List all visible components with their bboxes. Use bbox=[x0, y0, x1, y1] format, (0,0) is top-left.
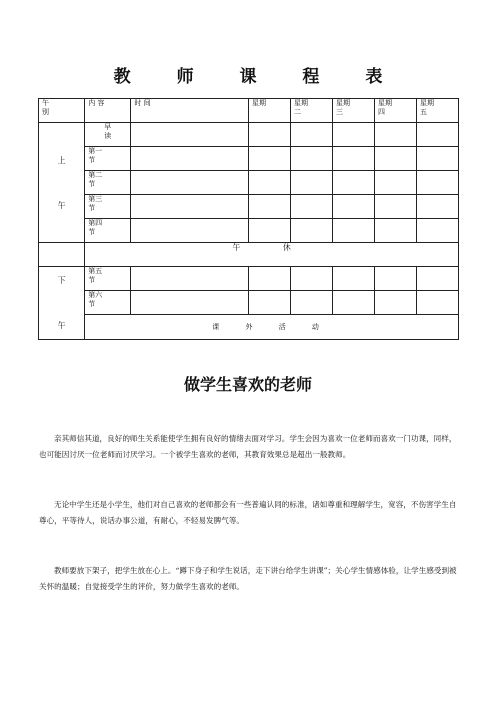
schedule-cell bbox=[248, 171, 290, 195]
header-time: 时 间 bbox=[131, 99, 249, 123]
period-sub: 节 bbox=[88, 156, 96, 164]
table-row bbox=[39, 147, 459, 171]
period-name: 第四 bbox=[88, 219, 103, 227]
essay-title: 做学生喜欢的老师 bbox=[183, 375, 312, 394]
period-sub: 节 bbox=[88, 204, 96, 212]
header-content: 内 容 bbox=[85, 99, 131, 123]
schedule-cell bbox=[332, 267, 374, 291]
schedule-cell bbox=[416, 147, 458, 171]
period-name-cell bbox=[85, 147, 131, 171]
schedule-cell bbox=[332, 147, 374, 171]
time-cell bbox=[131, 123, 249, 147]
essay-paragraph-3: 教师要放下架子，把学生放在心上。“蹲下身子和学生说话，走下讲台给学生讲课”；关心学生情感体验，让学生感受到被关怀的温暖；自觉接受学生的评价，努力做学生喜欢的老师。 bbox=[39, 566, 457, 591]
schedule-cell bbox=[332, 219, 374, 243]
table-row bbox=[39, 171, 459, 195]
schedule-cell bbox=[374, 123, 416, 147]
afternoon-label-top: 下 bbox=[57, 276, 66, 285]
period-name: 第二 bbox=[88, 171, 103, 179]
schedule-cell bbox=[248, 291, 290, 315]
noon-blank-cell bbox=[39, 243, 85, 267]
schedule-cell bbox=[332, 291, 374, 315]
time-cell bbox=[131, 147, 249, 171]
schedule-cell bbox=[374, 291, 416, 315]
header-day-2 bbox=[290, 99, 332, 123]
time-cell bbox=[131, 171, 249, 195]
period-name-cell bbox=[85, 171, 131, 195]
schedule-cell bbox=[290, 291, 332, 315]
schedule-cell bbox=[248, 147, 290, 171]
morning-label-bottom: 午 bbox=[57, 200, 66, 210]
table-row bbox=[39, 219, 459, 243]
schedule-cell bbox=[374, 219, 416, 243]
day-label: 星期 bbox=[377, 99, 392, 107]
time-cell bbox=[131, 195, 249, 219]
day-label: 星期 bbox=[251, 99, 266, 107]
schedule-cell bbox=[416, 123, 458, 147]
period-sub: 读 bbox=[104, 132, 112, 140]
schedule-cell bbox=[416, 171, 458, 195]
header-day-3 bbox=[332, 99, 374, 123]
extracurricular-activity: 课 外 活 动 bbox=[85, 315, 459, 340]
header-day-4 bbox=[374, 99, 416, 123]
table-row bbox=[39, 267, 459, 291]
schedule-cell bbox=[416, 267, 458, 291]
time-cell bbox=[131, 291, 249, 315]
table-row bbox=[39, 291, 459, 315]
period-sub: 节 bbox=[88, 276, 96, 284]
day-suffix: 二 bbox=[293, 108, 301, 116]
schedule-cell bbox=[248, 195, 290, 219]
schedule-cell bbox=[290, 195, 332, 219]
header-period-cell bbox=[39, 99, 85, 123]
period-sub: 节 bbox=[88, 228, 96, 236]
time-cell bbox=[131, 219, 249, 243]
time-cell bbox=[131, 267, 249, 291]
schedule-cell bbox=[332, 123, 374, 147]
schedule-cell bbox=[290, 267, 332, 291]
schedule-cell bbox=[248, 123, 290, 147]
header-day-5 bbox=[416, 99, 458, 123]
header-wu: 午 bbox=[42, 99, 49, 107]
page-title: 教 师 课 程 表 bbox=[113, 67, 403, 87]
period-name: 第五 bbox=[88, 267, 103, 275]
schedule-cell bbox=[332, 195, 374, 219]
activity-row bbox=[39, 315, 459, 340]
schedule-cell bbox=[248, 219, 290, 243]
period-name-cell bbox=[85, 267, 131, 291]
afternoon-label-cell bbox=[39, 267, 85, 340]
period-sub: 节 bbox=[88, 180, 96, 188]
day-suffix: 四 bbox=[377, 108, 385, 116]
schedule-cell bbox=[332, 171, 374, 195]
schedule-cell bbox=[416, 291, 458, 315]
schedule-cell bbox=[248, 267, 290, 291]
morning-label-cell bbox=[39, 123, 85, 243]
period-name-cell bbox=[85, 219, 131, 243]
period-name: 第六 bbox=[88, 291, 103, 299]
day-suffix: 三 bbox=[335, 108, 343, 116]
schedule-cell bbox=[374, 171, 416, 195]
period-name: 第三 bbox=[88, 195, 103, 203]
schedule-cell bbox=[416, 195, 458, 219]
schedule-cell bbox=[290, 147, 332, 171]
day-suffix: 五 bbox=[419, 108, 427, 116]
table-row bbox=[39, 195, 459, 219]
noon-break: 午 休 bbox=[85, 243, 459, 267]
day-label: 星期 bbox=[335, 99, 350, 107]
morning-label-top: 上 bbox=[57, 155, 66, 165]
period-name: 第一 bbox=[88, 147, 103, 155]
period-name-cell bbox=[85, 291, 131, 315]
noon-row bbox=[39, 243, 459, 267]
period-sub: 节 bbox=[88, 300, 96, 308]
day-label: 星期 bbox=[293, 99, 308, 107]
essay-paragraph-2: 无论中学生还是小学生，他们对自己喜欢的老师都会有一些普遍认同的标准，诸如尊重和理解学生，宽容，不伤害学生自尊心，平等待人，说话办事公道，有耐心，不轻易发脾气等。 bbox=[39, 500, 457, 525]
schedule-cell bbox=[290, 219, 332, 243]
schedule-cell bbox=[416, 219, 458, 243]
header-bie: 别 bbox=[42, 108, 49, 116]
header-row bbox=[39, 99, 459, 123]
essay-paragraph-1: 亲其师信其道，良好的师生关系能使学生拥有良好的情绪去面对学习。学生会因为喜欢一位老师而喜欢一门功课，同样，也可能因讨厌一位老师而讨厌学习。一个被学生喜欢的老师，其教育效果总是超出一般教师。 bbox=[39, 434, 457, 459]
afternoon-label-bottom: 午 bbox=[57, 321, 66, 330]
schedule-table bbox=[38, 98, 459, 340]
period-name: 早 bbox=[104, 123, 112, 131]
period-name-cell bbox=[85, 195, 131, 219]
day-label: 星期 bbox=[419, 99, 434, 107]
schedule-cell bbox=[374, 147, 416, 171]
schedule-cell bbox=[290, 123, 332, 147]
schedule-cell bbox=[374, 195, 416, 219]
schedule-cell bbox=[374, 267, 416, 291]
table-row bbox=[39, 123, 459, 147]
schedule-cell bbox=[290, 171, 332, 195]
period-name-cell bbox=[85, 123, 131, 147]
header-day-1 bbox=[248, 99, 290, 123]
